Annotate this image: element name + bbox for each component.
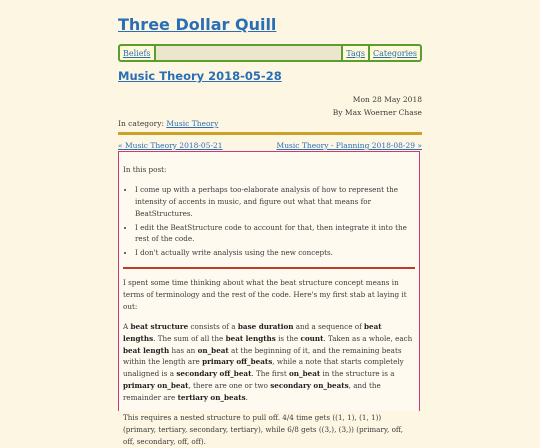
list-item: • I don't actually write analysis using the new concepts. [135,247,415,259]
prev-post-link[interactable]: « Music Theory 2018-05-21 [118,141,223,150]
site-title-link[interactable]: Three Dollar Quill [118,15,277,34]
summary-intro: In this post: [123,165,167,174]
list-item: • I come up with a perhaps too-elaborate analysis of how to represent the intensity of accents in music, and figure out what that means for BeatStructures. [135,184,415,220]
category-label: In category: [118,119,164,128]
post-title-link[interactable]: Music Theory 2018-05-28 [118,69,282,83]
post-author: By Max Woerner Chase [332,108,422,117]
summary-list [123,184,415,259]
nav-link-categories[interactable]: Categories [373,48,417,58]
paragraph: This requires a nested structure to pull off. 4/4 time gets ((1, 1), (1, 1)) (primary, tertiary, secondary, tertiary), while 6/8 gets ((3,), (3,)) (primary, off, off, secondary, off, off). [123,412,404,446]
nav-link-beliefs[interactable]: Beliefs [123,48,151,58]
category-link[interactable]: Music Theory [166,119,219,128]
nav-bar [118,44,422,62]
post-category [118,119,218,128]
post-content [118,151,420,446]
nav-spacer [156,46,342,60]
paragraph: I spent some time thinking about what the beat structure concept means in terms of terminology and the rest of the code. Here's my first stab at laying it out: [123,278,407,311]
nav-item-categories [370,46,420,60]
paragraph: A beat structure consists of a base duration and a sequence of beat lengths. The sum of all the beat lengths is the count. Taken as a whole, each beat length has an on_beat at the beginning of it, and the remaining beats within the length are primary off_beats, while a note that starts completely unaligned is a secondary off_beat. The first on_beat in the structure is a primary on_beat, there are one or two secondary on_beats, and the remainder are tertiary on_beats. [123,321,413,402]
nav-item-beliefs [120,46,154,60]
divider [118,132,422,135]
list-item: • I edit the BeatStructure code to account for that, then integrate it into the rest of the code. [135,222,415,246]
nav-link-tags[interactable]: Tags [346,48,365,58]
next-post-link[interactable]: Music Theory - Planning 2018-08-29 » [276,141,422,150]
section-divider [123,267,415,269]
nav-item-tags [343,46,368,60]
post-date: Mon 28 May 2018 [352,95,422,104]
